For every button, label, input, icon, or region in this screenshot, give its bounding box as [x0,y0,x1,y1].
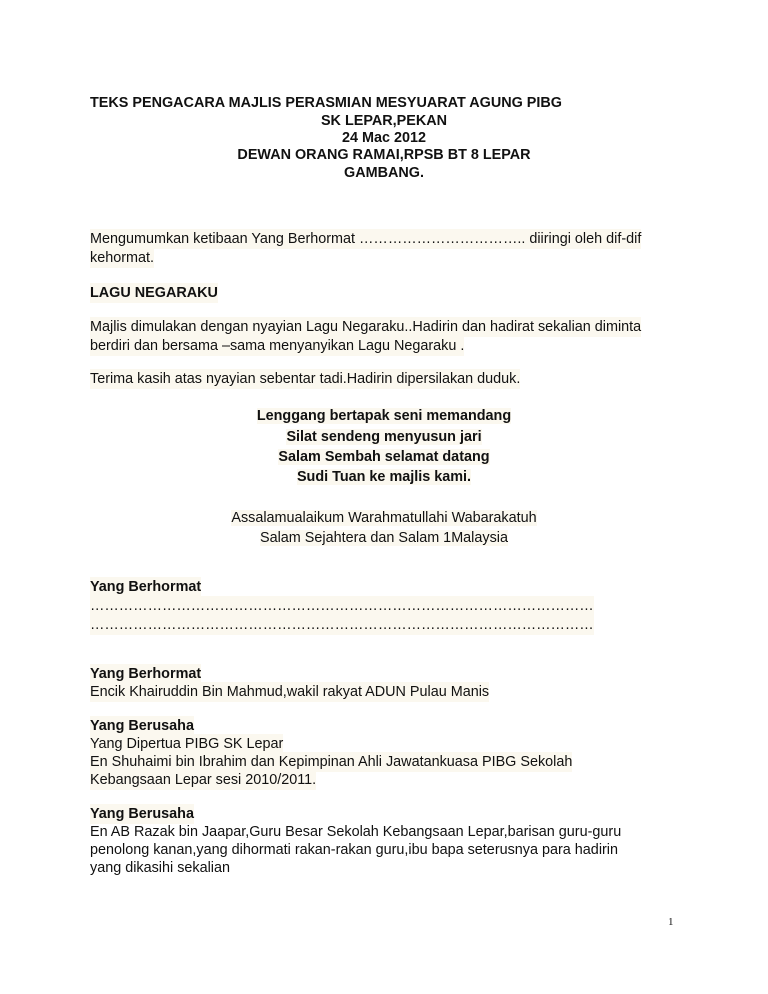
pantun-line-1 [0,406,768,426]
anthem-thanks: Terima kasih atas nyayian sebentar tadi.Hadirin dipersilakan duduk. [90,371,521,387]
section-3-title: Yang Berusaha [90,718,194,734]
doc-title-line-1: TEKS PENGACARA MAJLIS PERASMIAN MESYUARAT AGUNG PIBG [90,95,562,111]
anthem-heading: LAGU NEGARAKU [90,285,218,301]
anthem-para-line-2: berdiri dan bersama –sama menyanyikan Lagu Negaraku . [90,338,465,354]
pantun-line-2-text: Silat sendeng menyusun jari [286,429,482,445]
doc-title-line-4: DEWAN ORANG RAMAI,RPSB BT 8 LEPAR [237,147,531,163]
pantun-line-4 [0,467,768,487]
section-1-title: Yang Berhormat [90,579,202,595]
section-4-title: Yang Berusaha [90,806,194,822]
section-4-line-3: yang dikasihi sekalian [90,860,230,876]
section-4-line-1: En AB Razak bin Jaapar,Guru Besar Sekolah Kebangsaan Lepar,barisan guru-guru [90,824,622,840]
section-1-dots-1: …………………………………………………………………………………………… [90,598,594,614]
pantun-line-3 [0,447,768,467]
pantun-line-1-text: Lenggang bertapak seni memandang [256,408,512,424]
doc-title-line-2: SK LEPAR,PEKAN [320,113,448,129]
announce-line-2: kehormat. [90,250,154,266]
doc-title-line-3: 24 Mac 2012 [341,130,426,146]
anthem-para-line-1: Majlis dimulakan dengan nyayian Lagu Negaraku..Hadirin dan hadirat sekalian diminta [90,319,642,335]
page-number: 1 [668,916,674,928]
pantun-line-4-text: Sudi Tuan ke majlis kami. [296,469,472,485]
doc-title-line-5: GAMBANG. [344,165,424,181]
greeting-line-1 [0,508,768,528]
section-3-line-2: En Shuhaimi bin Ibrahim dan Kepimpinan Ahli Jawatankuasa PIBG Sekolah [90,754,573,770]
pantun-line-2 [0,427,768,447]
greeting-line-2 [0,528,768,548]
section-2-title: Yang Berhormat [90,666,202,682]
announce-line-1: Mengumumkan ketibaan Yang Berhormat …………………………….. diiringi oleh dif-dif [90,231,642,247]
section-3-line-1: Yang Dipertua PIBG SK Lepar [90,736,284,752]
greeting-line-1-text: Assalamualaikum Warahmatullahi Wabarakatuh [231,510,537,526]
pantun-line-3-text: Salam Sembah selamat datang [278,449,490,465]
section-2-line-1: Encik Khairuddin Bin Mahmud,wakil rakyat ADUN Pulau Manis [90,684,490,700]
greeting-line-2-text: Salam Sejahtera dan Salam 1Malaysia [260,530,508,546]
section-3-line-3: Kebangsaan Lepar sesi 2010/2011. [90,772,317,788]
section-1-dots-2: …………………………………………………………………………………………… [90,617,594,633]
section-4-line-2: penolong kanan,yang dihormati rakan-rakan guru,ibu bapa seterusnya para hadirin [90,842,619,858]
